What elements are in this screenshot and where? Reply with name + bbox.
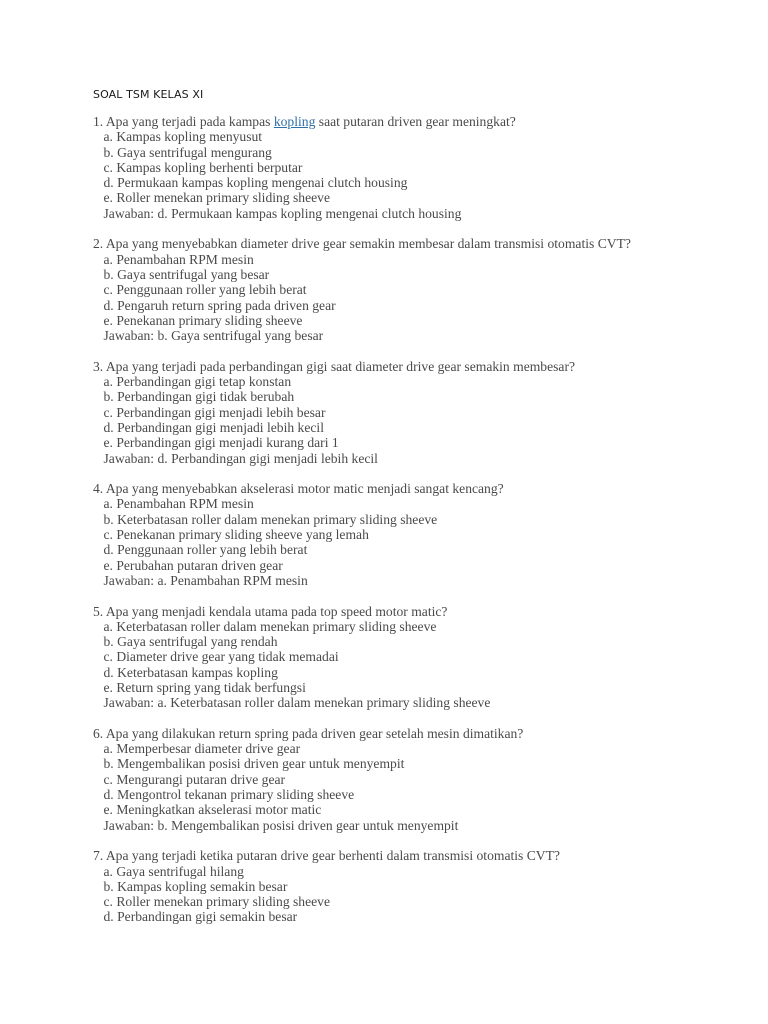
option-b: b. Kampas kopling semakin besar — [103, 878, 288, 894]
answer: Jawaban: b. Gaya sentrifugal yang besar — [103, 328, 324, 344]
answer: Jawaban: d. Perbandingan gigi menjadi lebih kecil — [103, 450, 378, 466]
option-e: e. Return spring yang tidak berfungsi — [103, 679, 306, 695]
option-d: d. Perbandingan gigi menjadi lebih kecil — [103, 419, 324, 435]
option-a: a. Gaya sentrifugal hilang — [103, 863, 244, 879]
question-6 — [93, 726, 753, 833]
option-b: b. Gaya sentrifugal yang besar — [103, 266, 270, 282]
option-d: d. Perbandingan gigi semakin besar — [103, 909, 298, 925]
question-5 — [93, 604, 753, 711]
option-a: a. Memperbesar diameter drive gear — [103, 741, 301, 757]
option-b: b. Gaya sentrifugal mengurang — [103, 144, 272, 160]
question-text: 3. Apa yang terjadi pada perbandingan gigi saat diameter drive gear semakin membesar? — [93, 358, 576, 374]
option-b: b. Keterbatasan roller dalam menekan primary sliding sheeve — [103, 511, 438, 527]
document-title: SOAL TSM KELAS XI — [93, 88, 204, 101]
question-4 — [93, 481, 753, 588]
option-d: d. Pengaruh return spring pada driven gear — [103, 297, 336, 313]
option-a: a. Penambahan RPM mesin — [103, 251, 254, 267]
question-text: 6. Apa yang dilakukan return spring pada driven gear setelah mesin dimatikan? — [93, 725, 524, 741]
option-b: b. Gaya sentrifugal yang rendah — [103, 634, 278, 650]
answer: Jawaban: a. Penambahan RPM mesin — [103, 572, 308, 588]
option-a: a. Perbandingan gigi tetap konstan — [103, 374, 292, 390]
option-b: b. Mengembalikan posisi driven gear untuk menyempit — [103, 756, 405, 772]
answer: Jawaban: d. Permukaan kampas kopling mengenai clutch housing — [103, 205, 462, 221]
option-c: c. Diameter drive gear yang tidak memadai — [103, 649, 339, 665]
option-e: e. Perbandingan gigi menjadi kurang dari 1 — [103, 435, 339, 451]
question-text: 2. Apa yang menyebabkan diameter drive gear semakin membesar dalam transmisi otomatis CVT? — [93, 236, 631, 252]
option-a: a. Keterbatasan roller dalam menekan primary sliding sheeve — [103, 618, 437, 634]
option-b: b. Perbandingan gigi tidak berubah — [103, 389, 295, 405]
answer: Jawaban: b. Mengembalikan posisi driven gear untuk menyempit — [103, 817, 459, 833]
option-c: c. Kampas kopling berhenti berputar — [103, 159, 303, 175]
option-d: d. Mengontrol tekanan primary sliding sheeve — [103, 787, 355, 803]
option-c: c. Roller menekan primary sliding sheeve — [103, 894, 330, 910]
option-e: e. Meningkatkan akselerasi motor matic — [103, 802, 322, 818]
question-7 — [93, 848, 753, 924]
option-d: d. Keterbatasan kampas kopling — [103, 664, 278, 680]
question-text-suffix: saat putaran driven gear meningkat? — [315, 114, 516, 129]
question-text-prefix: 1. Apa yang terjadi pada kampas — [93, 114, 274, 129]
question-2 — [93, 236, 753, 343]
option-d: d. Permukaan kampas kopling mengenai clutch housing — [103, 175, 408, 191]
question-1 — [93, 114, 753, 221]
question-text — [93, 114, 753, 129]
question-text: 7. Apa yang terjadi ketika putaran drive gear berhenti dalam transmisi otomatis CVT? — [93, 848, 560, 864]
option-d: d. Penggunaan roller yang lebih berat — [103, 542, 308, 558]
kopling-link[interactable]: kopling — [273, 114, 316, 129]
question-3 — [93, 359, 753, 466]
option-c: c. Perbandingan gigi menjadi lebih besar — [103, 404, 326, 420]
answer: Jawaban: a. Keterbatasan roller dalam menekan primary sliding sheeve — [103, 695, 491, 711]
question-text: 4. Apa yang menyebabkan akselerasi motor matic menjadi sangat kencang? — [93, 481, 504, 497]
question-text: 5. Apa yang menjadi kendala utama pada top speed motor matic? — [93, 603, 448, 619]
option-e: e. Perubahan putaran driven gear — [103, 557, 283, 573]
option-c: c. Penggunaan roller yang lebih berat — [103, 282, 307, 298]
option-e: e. Penekanan primary sliding sheeve — [103, 312, 303, 328]
option-a: a. Penambahan RPM mesin — [103, 496, 254, 512]
option-e: e. Roller menekan primary sliding sheeve — [103, 190, 330, 206]
option-c: c. Penekanan primary sliding sheeve yang lemah — [103, 527, 369, 543]
option-a: a. Kampas kopling menyusut — [103, 129, 263, 145]
question-list — [93, 114, 753, 940]
option-c: c. Mengurangi putaran drive gear — [103, 771, 286, 787]
